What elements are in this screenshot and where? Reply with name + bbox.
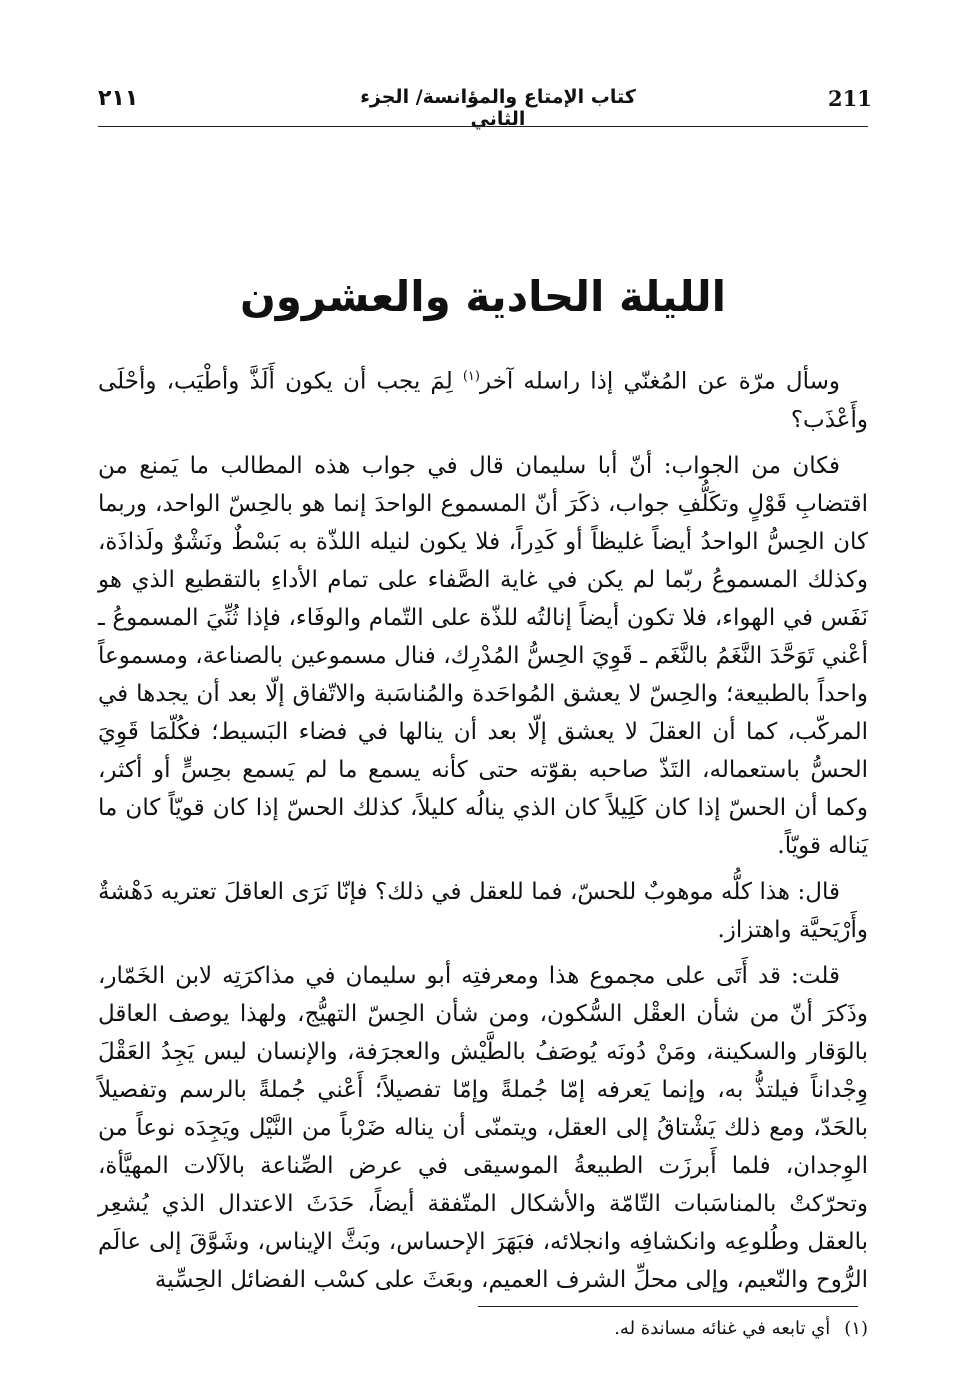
paragraph-3: قال: هذا كلُّه موهوبٌ للحسّ، فما للعقل في ذلك؟ فإنّا نَرَى العاقلَ تعتريه دَهْشةٌ وأَرْيَحيَّة واهتزاز. [98,878,868,943]
body-text [98,358,868,1307]
page-number-latin: 211 [828,86,872,111]
paragraph-1 [98,358,868,439]
header-divider [98,126,868,127]
footnote-number: (١) [844,1318,868,1339]
paragraph-2: فكان من الجواب: أنّ أبا سليمان قال في جواب هذه المطالب ما يَمنع من اقتضابِ قَوْلٍ وتكَلُّفِ جواب، ذكَرَ أنّ المسموع الواحدَ إنما هو بالحِسّ الواحد، وربما كان الحِسُّ الواحدُ أيضاً غليظاً أو كَدِراً، فلا يكون لنيله اللذّة به بَسْطٌ ونَشْوٌ ولَذاذَة، وكذلك المسموعُ ربّما لم يكن في غاية الصَّفاء على تمام الأداءِ بالتقطيع الذي هو نَفَس في الهواء، فلا تكون أيضاً إنالتُه للذّة على التّمام والوفَاء، فإذا ثُنِّيَ المسموعُ ـ أعْني تَوَحَّدَ النَّغَمُ بالنَّغَم ـ قَوِيَ الحِسُّ المُدْرِك، فنال مسموعين بالصناعة، ومسموعاً واحداً بالطبيعة؛ والحِسّ لا يعشق المُواحَدة والمُناسَبة والاتّفاق إلّا بعد أن يجدها في المركّب، كما أن العقلَ لا يعشق إلّا بعد أن ينالها في فضاء البَسيط؛ فكُلّمَا قَوِيَ الحسُّ باستعماله، التَذّ صاحبه بقوّته حتى كأنه يسمع ما لم يَسمع بحِسٍّ أو أكثر، وكما أن الحسّ إذا كان كَلِيلاً كان الذي ينالُه كليلاً، كذلك الحسّ إذا كان قويّاً كان ما يَناله قويّاً. [98,452,868,859]
paragraph-1-text-a: وسأل مرّة عن المُغنّي إذا راسله آخر [479,368,841,395]
running-header [98,84,872,130]
chapter-title: الليلة الحادية والعشرون [239,272,727,321]
footnote-text: أي تابعه في غنائه مساندة له. [614,1318,831,1339]
footnote-reference[interactable]: (١) [462,369,480,384]
page-number-arabic: ٢١١ [98,86,139,111]
footnote-divider [478,1306,858,1307]
paragraph-4: قلت: قد أَتَى على مجموع هذا ومعرفتِه أبو سليمان في مذاكرَتِه لابن الخَمّار، وذَكرَ أنّ من شأن العقْل السُّكون، ومن شأن الحِسّ التهيُّج، ولهذا يوصف العاقل بالوَقار والسكينة، ومَنْ دُونَه يُوصَفُ بالطَّيْش والعجرَفة، والإنسان ليس يَجِدُ العَقْلَ وِجْداناً فيلتذُّ به، وإنما يَعرفه إمّا جُملةً وإمّا تفصيلاً؛ أَعْني جُملةً بالرسم وتفصيلاً بالحَدّ، ومع ذلك يَشْتاقُ إلى العقل، ويتمنّى أن يناله ضَرْباً من النَّيْل ويَجِدَه نوعاً من الوِجدان، فلما أَبرزَت الطبيعةُ الموسيقى في عرض الصِّناعة بالآلات المهيَّأة، وتحرّكتْ بالمناسَبات التّامّة والأشكال المتّفقة أيضاً، حَدَثَ الاعتدال الذي يُشعِر بالعقل وطُلوعِه وانكشافِه وانجلائه، فبَهَرَ الإحساس، وبَثَّ الإيناس، وشَوَّقَ إلى عالَم الرُّوح والنّعيم، وإلى محلِّ الشرف العميم، وبعَثَ على كسْب الفضائل الحِسِّية [98,962,868,1293]
paragraph-1-text-b: لِمَ يجب أن يكون أَلَذَّ وأطْيَب، وأحْلَى وأَعْذَب؟ [98,368,868,433]
footnote [98,1318,868,1339]
book-title: كتاب الإمتاع والمؤانسة/ الجزء الثاني [360,86,636,130]
